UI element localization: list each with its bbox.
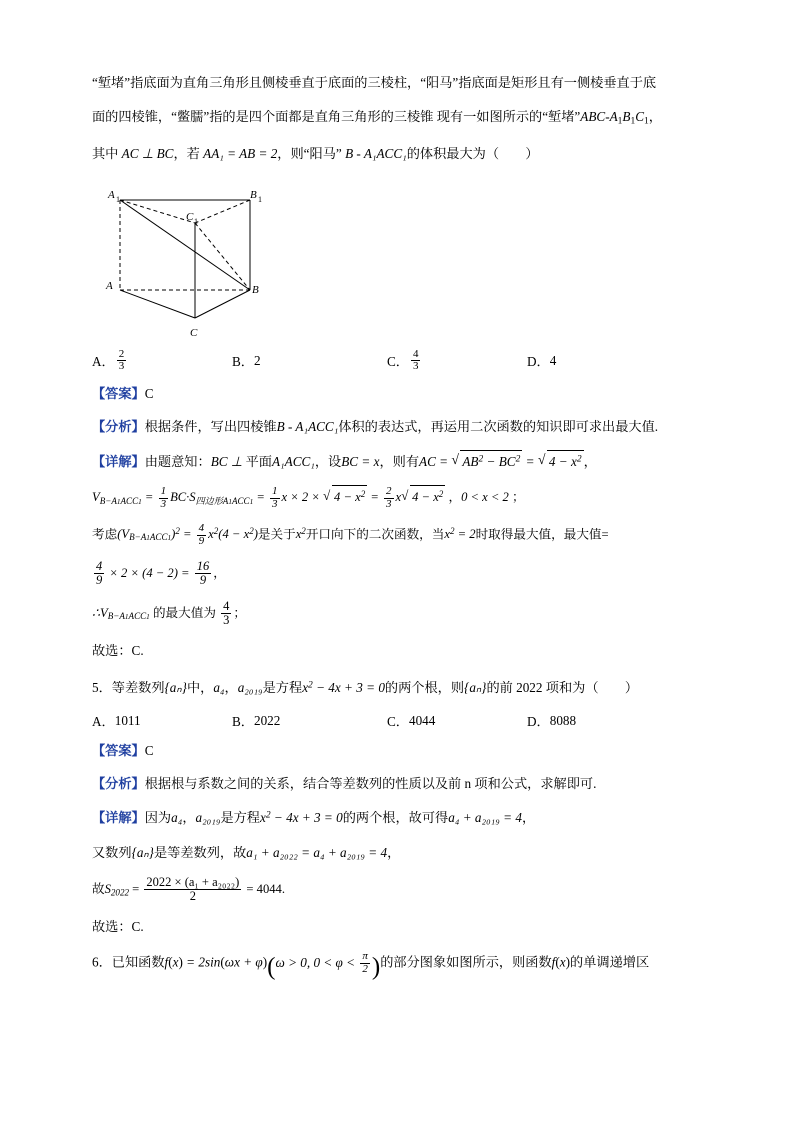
q6-paren-open: ( <box>267 953 276 981</box>
sqrt-1: √ $AB^2 - BC^2$ <box>451 450 522 472</box>
q5-detail-line-3: 故$S_{2022}$ = $\frac{\text{2022 × (a₁ + a₂₀₂₂)}}{2}$ = 4044. <box>92 874 285 904</box>
q5-detail-tail: ， <box>521 810 536 826</box>
detail-then-word: ，则有 <box>379 454 420 469</box>
consider-expr: $(V_{B-A1ACC1})^2$ = $\frac{4}{9}$ $x^2(4 - x^2)$ <box>117 521 258 547</box>
q5-text-4: 是方程 <box>262 680 303 696</box>
q5-analysis <box>92 773 708 794</box>
q6-paren-close: ) <box>371 953 381 981</box>
volume-range: 0 < x < 2 <box>461 490 509 505</box>
intro-3-pre: 其中 <box>92 146 119 162</box>
q5-analysis-text: 根据根与系数之间的关系，结合等差数列的性质以及前 n 项和公式，求解即可. <box>144 775 597 791</box>
q5-option-d-value: 8088 <box>549 712 577 728</box>
q5-sum-result: = 4044 <box>246 881 282 896</box>
q4-option-d[interactable] <box>527 349 556 374</box>
label-b: B <box>252 283 259 296</box>
q4-options <box>92 349 708 374</box>
q5-a4: a₄ <box>213 680 225 696</box>
q4-maxvalue-line <box>92 560 708 588</box>
consider-pre: 考虑 <box>92 527 118 542</box>
q4-a-den: 3 <box>118 360 125 373</box>
detail-pre: 由题意知： <box>144 454 211 469</box>
q5-text-1: 等差数列 <box>111 680 165 696</box>
analysis-solid: B - A₁ACC₁ <box>276 418 339 434</box>
q4-option-a[interactable] <box>92 349 232 374</box>
q5-line2-pre: 又数列 <box>92 844 132 860</box>
detail-plane-name: A₁ACC₁ <box>272 454 315 469</box>
intro-paragraph-3 <box>92 143 708 164</box>
q5-sequence-1: {aₙ} <box>164 680 187 696</box>
q5-line2-equation: a₁ + a₂₀₂₂ = a₄ + a₂₀₁₉ = 4 <box>246 844 388 860</box>
q5-sum-den: 2 <box>189 889 196 904</box>
q4-volume-line: $V_{B-A1ACC1}$ = $\frac{1}{3}$ $BC\cdot S_{四边形A1ACC1}$ = $\frac{1}{3}$ x × 2 × √ $4 - x^2$ = $\frac{2}{3}$ x √ $4 - x^2$ ，0 < x < 2 ； <box>92 485 708 511</box>
volume-formula: $V_{B-A1ACC1}$ = $\frac{1}{3}$ $BC\cdot S_{四边形A1ACC1}$ = $\frac{1}{3}$ x × 2 × √ $4 - x^2$ = $\frac{2}{3}$ x √ $4 - x^2$ <box>92 490 445 504</box>
q5-detail-line-2 <box>92 842 708 863</box>
q4-option-a-letter: A． <box>92 354 115 370</box>
q5-detail-sum: a₄ + a₂₀₁₉ = 4 <box>448 810 522 826</box>
q5-text-3: ， <box>224 680 238 696</box>
q5-option-b[interactable] <box>232 711 387 730</box>
q5-option-c-value: 4044 <box>408 712 436 728</box>
q5-sequence-2: {aₙ} <box>464 680 487 696</box>
q4-conclusion-line <box>92 600 708 628</box>
detail-bc-perp: BC ⊥ <box>210 454 243 469</box>
svg-text:1: 1 <box>258 194 262 204</box>
intro-paragraph-2 <box>92 106 708 130</box>
q4-option-b-letter: B． <box>232 354 254 370</box>
q5-detail-mid: 是方程 <box>220 810 260 826</box>
q5-detail-line-1 <box>92 807 708 828</box>
detail-bc-x: BC = x <box>341 454 380 469</box>
q4-analysis <box>92 416 708 437</box>
q4-option-c-fraction <box>411 349 421 374</box>
q5-text-2: 中， <box>186 680 214 696</box>
q6-function: f(x) = 2sin(ωx + φ) <box>164 954 268 970</box>
letter-c: C <box>635 109 645 125</box>
q4-option-a-fraction <box>117 349 127 374</box>
q5-option-d-letter: D． <box>527 714 550 730</box>
sqrt-2: √ $4 - x^2$ <box>538 450 584 472</box>
detail-set-word: ，设 <box>314 454 342 469</box>
q5-sum-symbol: $S_{2022}$ <box>104 881 130 898</box>
maxvalue-tail: ， <box>213 565 226 580</box>
analysis-tail: 体积的表达式，再运用二次函数的知识即可求出最大值. <box>338 418 659 434</box>
conclusion-tail: ； <box>233 605 246 620</box>
intro-line-2: 面的四棱锥，“鳖臑”指的是四个面都是直角三角形的三棱锥 现有一如图所示的“堑堵” <box>92 109 581 125</box>
answer-tag: 【答案】 <box>92 386 145 402</box>
intro-3-tail: 的体积最大为（ ） <box>406 146 539 162</box>
label-c1: C <box>186 210 194 223</box>
q5-detail-mid2: 的两个根，故可得 <box>342 810 449 826</box>
q5-text-6: 的前 2022 项和为（ ） <box>486 680 639 696</box>
q4-consider-line <box>92 523 708 548</box>
question-5-stem <box>92 677 708 698</box>
q4-c-den: 3 <box>412 360 419 373</box>
q4-option-c-letter: C． <box>387 354 409 370</box>
label-c: C <box>190 326 198 339</box>
q5-detail-pre: 因为 <box>144 810 172 826</box>
q5-number: 5． <box>92 680 112 696</box>
q5-detail-tag: 【详解】 <box>92 810 145 826</box>
intro-3-mid: ，若 <box>173 146 200 162</box>
q5-answer <box>92 740 708 761</box>
q4-option-c[interactable] <box>387 349 527 374</box>
q5-line2-tail: ， <box>387 844 401 860</box>
sub-1a: 1 <box>617 116 623 127</box>
cond-b-a1acc1: B - A₁ACC₁ <box>345 146 407 162</box>
solid-label-a1b1c1: A <box>609 109 618 125</box>
q5-final-text: 故选：C. <box>92 918 144 934</box>
q4-a-num: 2 <box>118 347 125 360</box>
conclusion-mid: 的最大值为 <box>152 605 216 620</box>
letter-b: B <box>622 109 631 125</box>
q4-final <box>92 640 708 661</box>
q4-detail-line-1 <box>92 450 708 472</box>
svg-text:1: 1 <box>116 194 120 204</box>
q5-option-a-value: 1011 <box>114 712 141 728</box>
q4-final-text: 故选：C. <box>92 642 144 658</box>
q4-answer <box>92 383 708 404</box>
q6-text-3: 的单调递增区 <box>570 954 650 970</box>
q4-option-b[interactable] <box>232 349 387 374</box>
q6-condition: ω > 0, 0 < φ < $\frac{\pi}{2}$ <box>275 950 368 976</box>
q5-line3-pre: 故 <box>92 881 105 896</box>
q5-detail-comma: ， <box>182 810 196 826</box>
q5-answer-value: C <box>144 743 154 759</box>
conclusion-vol: $\therefore V_{B-A1ACC1}$ <box>92 605 150 621</box>
analysis-tag: 【分析】 <box>92 418 145 434</box>
q5-analysis-tag: 【分析】 <box>92 775 145 791</box>
prism-figure <box>100 178 400 343</box>
q5-line3-tail: . <box>281 881 285 896</box>
q5-text-5: 的两个根，则 <box>384 680 465 696</box>
q5-sum-num: 2022 × (a₁ + a₂₀₂₂) <box>146 874 240 889</box>
dash: - <box>605 109 610 125</box>
consider-tail: 时取得最大值，最大值= <box>475 527 609 542</box>
intro-line-1: “堑堵”指底面为直角三角形且侧棱垂直于底面的三棱柱，“阳马”指底面是矩形且有一侧棱垂直于底 <box>92 75 657 90</box>
label-b1: B <box>250 188 257 201</box>
q6-text-1: 已知函数 <box>111 954 165 970</box>
q5-answer-tag: 【答案】 <box>92 743 145 759</box>
detail-plane-word: 平面 <box>245 454 272 469</box>
sub-1c: 1 <box>644 116 649 127</box>
q5-option-b-letter: B． <box>232 714 254 730</box>
q5-final <box>92 916 708 937</box>
consider-mid2: 开口向下的二次函数，当 <box>305 527 445 542</box>
q5-detail-equation: $x^2 - 4x + 3 = 0$ <box>260 810 343 826</box>
q4-option-d-value: 4 <box>549 352 557 368</box>
q5-line2-sequence: {aₙ} <box>131 844 154 860</box>
q4-c-num: 4 <box>412 347 419 360</box>
q5-option-c-letter: C． <box>387 714 409 730</box>
analysis-pre: 根据条件，写出四棱锥 <box>144 418 277 434</box>
q5-line2-mid: 是等差数列，故 <box>153 844 247 860</box>
consider-mid: 是关于 <box>257 527 296 542</box>
q5-option-b-value: 2022 <box>253 712 281 728</box>
intro-paragraph-1 <box>92 72 708 93</box>
volume-tail: ； <box>512 490 525 505</box>
q6-text-2: 的部分图象如图所示，则函数 <box>380 954 552 970</box>
svg-text:1: 1 <box>194 216 198 226</box>
q5-options <box>92 711 708 730</box>
q5-option-a-letter: A． <box>92 714 115 730</box>
detail-comma: ， <box>583 454 597 469</box>
label-a: A <box>106 279 113 292</box>
answer-value: C <box>144 386 154 402</box>
cond-ac-perp-bc: AC ⊥ BC <box>121 146 174 162</box>
q6-function-2: f(x) <box>551 954 571 970</box>
sub-1b: 1 <box>630 116 636 127</box>
prism-svg <box>100 178 400 343</box>
detail-ac-expr: AC = √ $AB^2 - BC^2$ = √ $4 - x^2$ <box>419 454 584 469</box>
intro-line-2-tail: ， <box>648 109 662 125</box>
q6-number: 6． <box>92 954 112 970</box>
q5-detail-a2019: a₂₀₁₉ <box>195 810 221 826</box>
q4-option-b-value: 2 <box>253 352 261 368</box>
q5-equation: $x^2 - 4x + 3 = 0$ <box>302 680 385 696</box>
document-content <box>92 72 708 989</box>
cond-aa1-ab: AA₁ = AB = 2 <box>203 146 278 162</box>
maxvalue-expr: $\frac{4}{9}$ × 2 × (4 − 2) = $\frac{16}{9}$ <box>96 558 210 588</box>
q5-option-c[interactable] <box>387 711 527 730</box>
q5-option-a[interactable] <box>92 711 232 730</box>
consider-cond: $x^2 = 2$ <box>444 526 476 542</box>
solid-label-abc: ABC <box>580 109 606 125</box>
label-a1: A <box>108 188 115 201</box>
consider-var: $x^2$ <box>295 526 306 542</box>
question-6-stem <box>92 950 708 981</box>
conclusion-fraction: $\frac{4}{3}$ <box>223 598 230 628</box>
q5-a2019: a₂₀₁₉ <box>237 680 263 696</box>
detail-tag: 【详解】 <box>92 454 145 469</box>
q5-sum-fraction <box>144 876 241 904</box>
q5-detail-a4: a₄ <box>171 810 183 826</box>
q5-option-d[interactable] <box>527 711 576 730</box>
q4-option-d-letter: D． <box>527 354 550 370</box>
intro-3-mid2: ，则“阳马” <box>277 146 342 162</box>
